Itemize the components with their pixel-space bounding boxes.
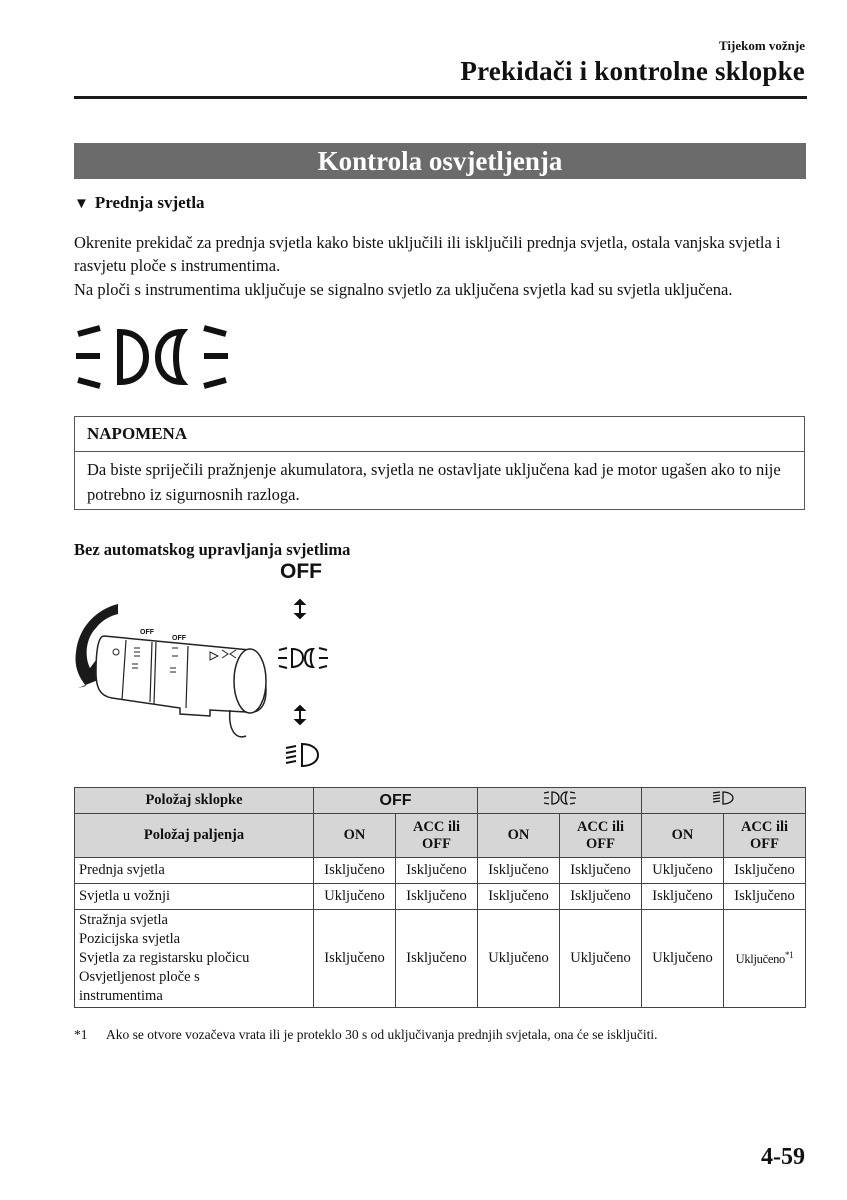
- table-cell: Isključeno: [724, 858, 806, 884]
- ignition-on-header-1: ON: [314, 814, 396, 858]
- light-switch-figure: [60, 590, 350, 780]
- table-cell: Uključeno: [642, 910, 724, 1008]
- headlight-low-beam-icon: [712, 790, 736, 806]
- table-cell: Uključeno: [642, 858, 724, 884]
- row-label: Stražnja svjetla Pozicijska svjetla Svjetla za registarsku pločicu Osvjetljenost ploče s instrumentima: [75, 910, 314, 1008]
- position-light-icon: [543, 790, 577, 806]
- table-row: [75, 858, 806, 884]
- table-cell: Isključeno: [396, 910, 478, 1008]
- table-row: [75, 910, 806, 1008]
- table-cell: Uključeno$^{*1}$: [724, 910, 806, 1008]
- table-cell: Isključeno: [560, 884, 642, 910]
- row-label: Prednja svjetla: [75, 858, 314, 884]
- stalk-off-label: OFF: [140, 629, 154, 636]
- table-cell: Uključeno: [560, 910, 642, 1008]
- note-body: Da biste spriječili pražnjenje akumulatora, svjetla ne ostavljate uključena kad je motor ugašen ako to nije potrebno iz sigurnosnih razloga.: [87, 460, 781, 504]
- table-cell: Isključeno: [642, 884, 724, 910]
- table-cell: Isključeno: [478, 884, 560, 910]
- table-cell: Isključeno: [560, 858, 642, 884]
- figure-caption: Bez automatskog upravljanja svjetlima: [74, 540, 351, 559]
- row-label: Svjetla u vožnji: [75, 884, 314, 910]
- paragraph-1: Okrenite prekidač za prednja svjetla kako biste uključili ili isključili prednja svjetla, ostala vanjska svjetla i rasvjetu ploče s instrumentima.: [74, 233, 781, 275]
- ignition-acc-header-2: ACC ili OFF: [560, 814, 642, 858]
- subheading-text: Prednja svjetla: [94, 193, 205, 212]
- headlight-low-beam-icon: [286, 744, 318, 766]
- table-cell: Isključeno: [314, 858, 396, 884]
- ignition-acc-header-3: ACC ili OFF: [724, 814, 806, 858]
- table-cell: Isključeno: [396, 858, 478, 884]
- table-cell: Uključeno: [314, 884, 396, 910]
- switch-position-light-header: [478, 788, 642, 814]
- table-row: [75, 884, 806, 910]
- table-cell: Isključeno: [396, 884, 478, 910]
- note-title: NAPOMENA: [75, 417, 804, 452]
- position-light-icon: [278, 648, 328, 668]
- note-box: [74, 416, 805, 510]
- ignition-on-header-3: ON: [642, 814, 724, 858]
- table-cell: Isključeno: [724, 884, 806, 910]
- table-cell: Isključeno: [478, 858, 560, 884]
- chapter-title: Prekidači i kontrolne sklopke: [460, 56, 805, 86]
- paragraph-2: Na ploči s instrumentima uključuje se signalno svjetlo za uključena svjetla kad su svjetla uključena.: [74, 280, 733, 299]
- page-number: 4-59: [761, 1144, 805, 1170]
- footnote-mark: *1: [74, 1027, 88, 1042]
- ignition-acc-header-1: ACC ili OFF: [396, 814, 478, 858]
- triangle-bullet-icon: ▼: [74, 196, 89, 212]
- switch-headlight-header: [642, 788, 806, 814]
- section-title: Tijekom vožnje: [718, 38, 805, 53]
- switch-position-header: Položaj sklopke: [75, 788, 314, 814]
- table-cell: Isključeno: [314, 910, 396, 1008]
- headlight-indicator-icon: [74, 322, 230, 392]
- ignition-position-header: Položaj paljenja: [75, 814, 314, 858]
- figure-off-label: OFF: [280, 560, 322, 583]
- stalk-off-label-2: OFF: [172, 635, 186, 642]
- switch-table: [74, 787, 806, 1008]
- subheading: [74, 193, 205, 213]
- footnote: [74, 1027, 814, 1043]
- section-banner: Kontrola osvjetljenja: [74, 143, 806, 179]
- table-cell: Uključeno: [478, 910, 560, 1008]
- footnote-text: Ako se otvore vozačeva vrata ili je proteklo 30 s od uključivanja prednjih svjetala, ona će se isključiti.: [106, 1027, 658, 1042]
- switch-off-header: OFF: [314, 788, 478, 814]
- header-rule: [74, 96, 807, 99]
- ignition-on-header-2: ON: [478, 814, 560, 858]
